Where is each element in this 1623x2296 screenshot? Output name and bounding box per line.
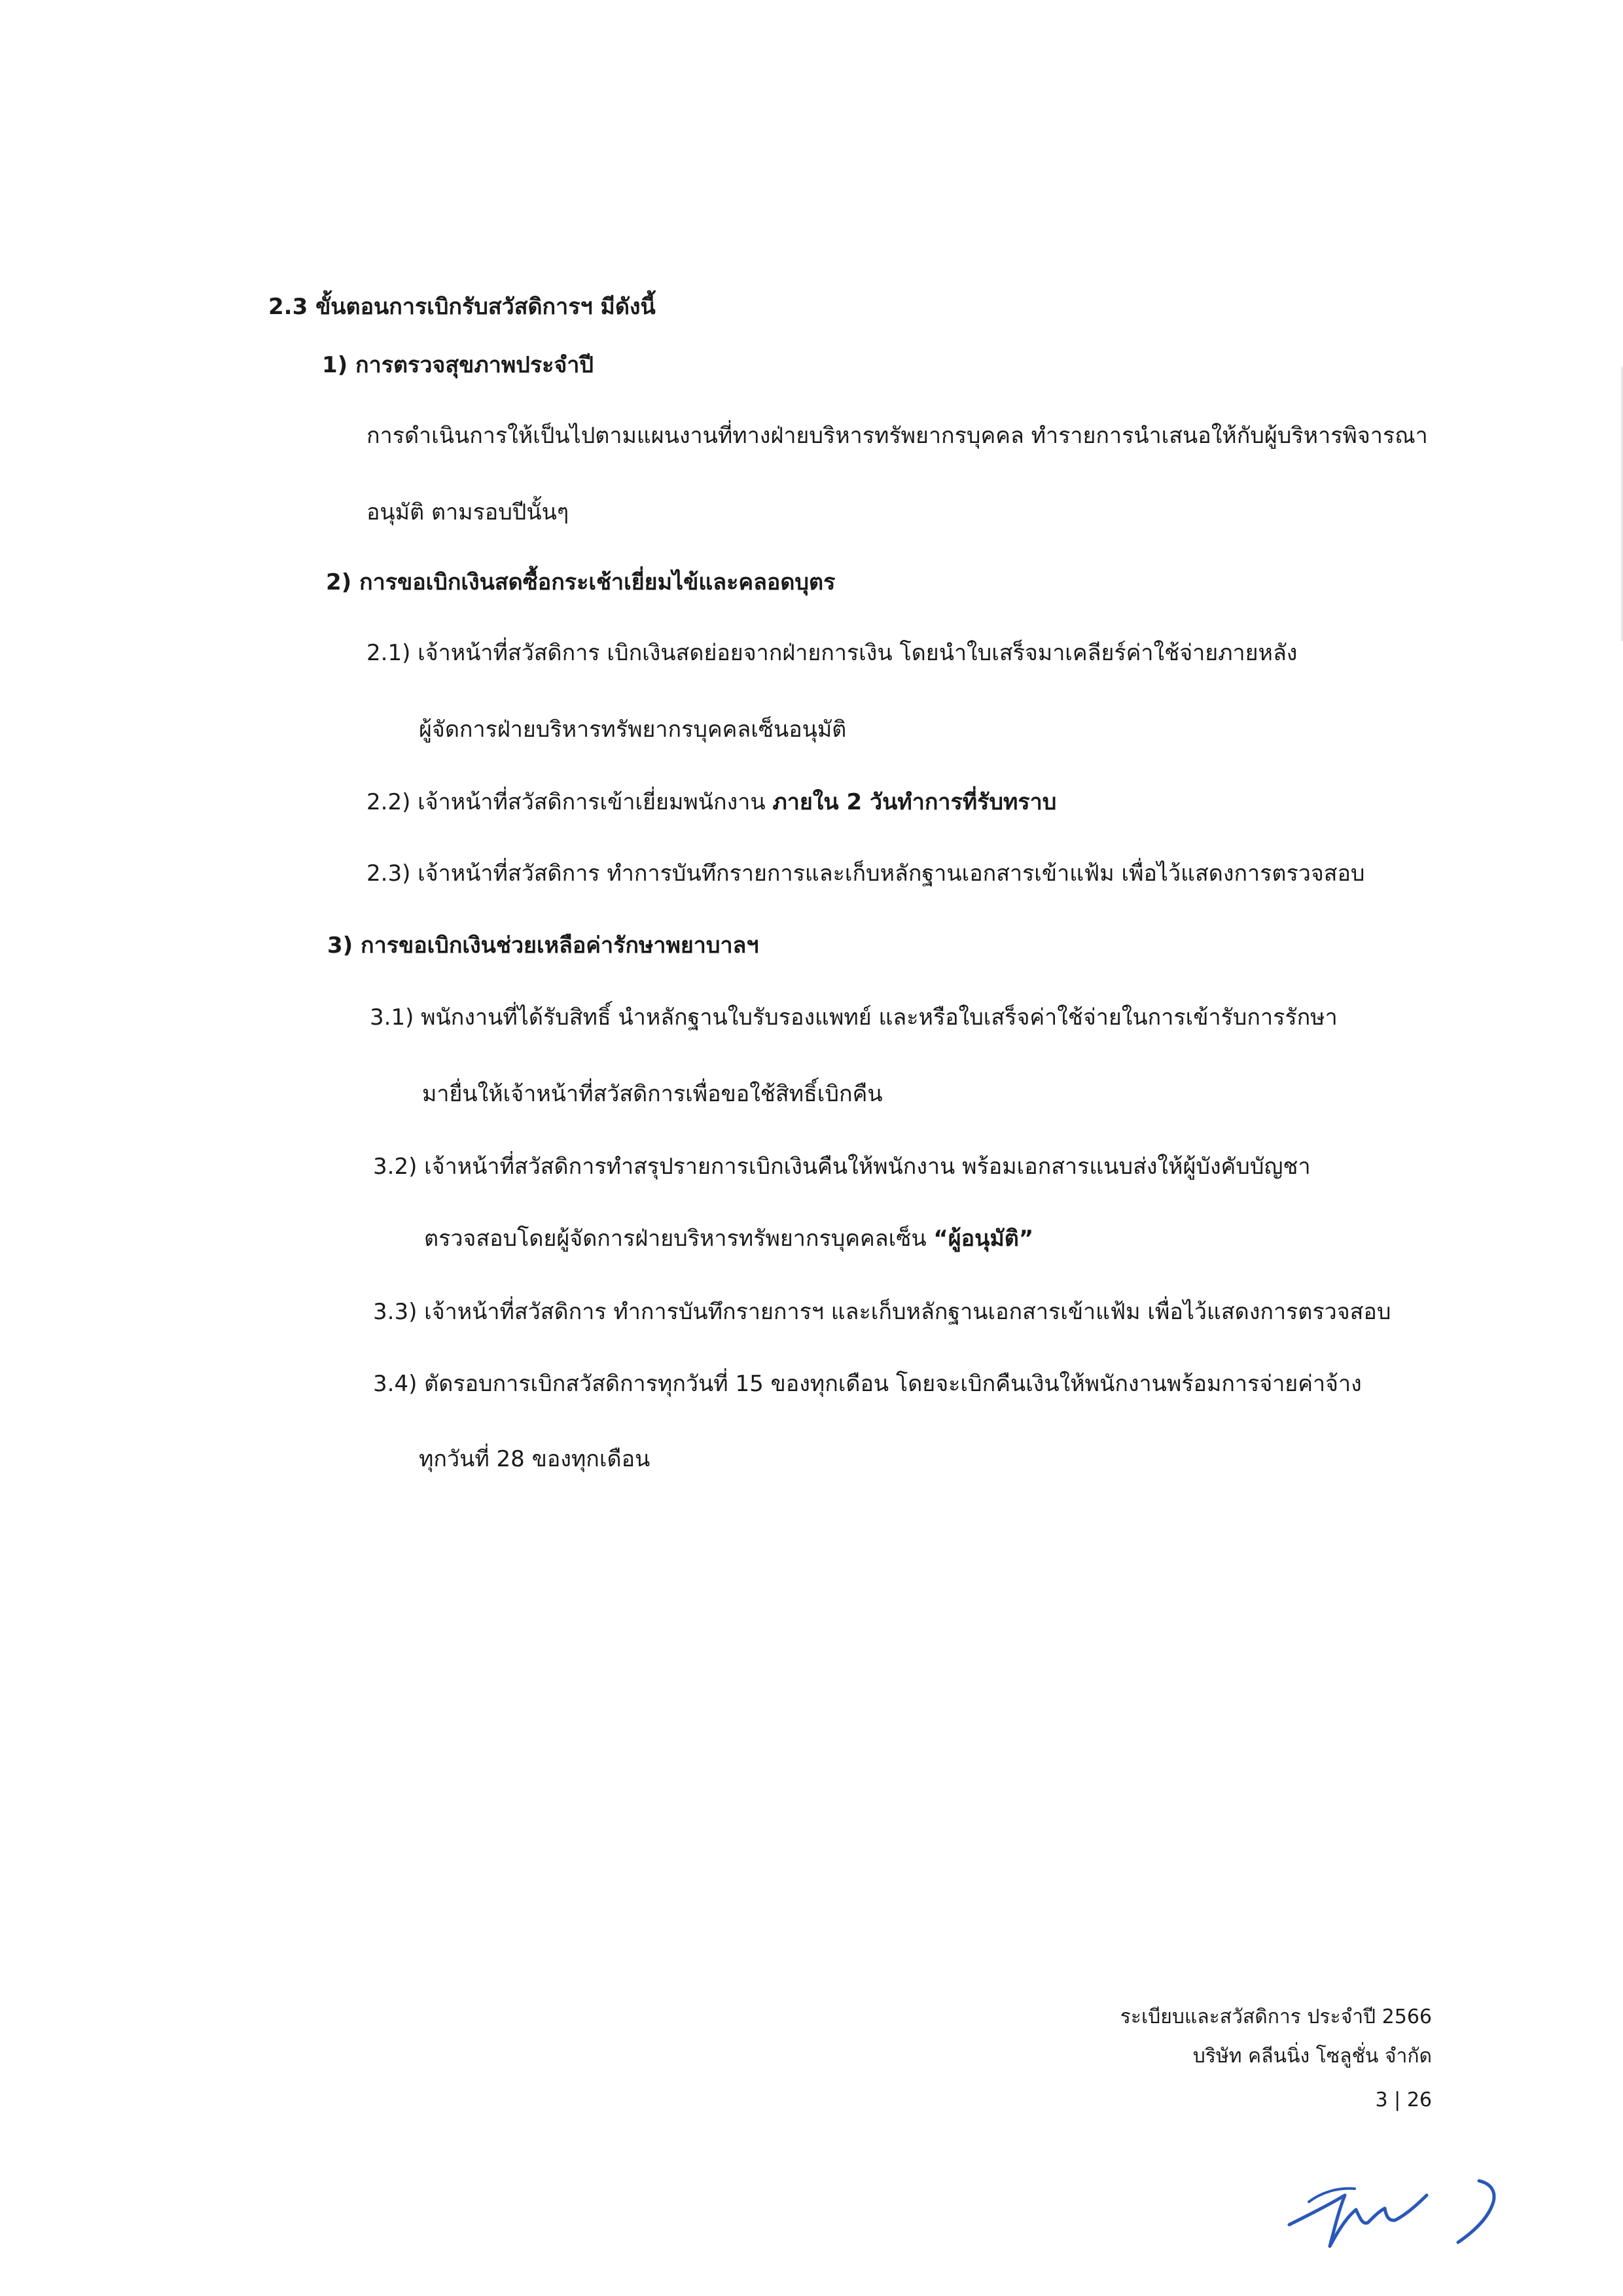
item-3-4-line-2: ทุกวันที่ 28 ของทุกเดือน <box>419 1446 651 1472</box>
item-2-title: 2) การขอเบิกเงินสดซื้อกระเช้าเยี่ยมไข้และคลอดบุตร <box>326 569 836 595</box>
signature-stroke-1 <box>1289 2195 1427 2246</box>
item-3-4-line-1: 3.4) ตัดรอบการเบิกสวัสดิการทุกวันที่ 15 ของทุกเดือน โดยจะเบิกคืนเงินให้พนักงานพร้อมการจ่ายค่าจ้าง <box>373 1371 1362 1397</box>
item-3-2-text: ตรวจสอบโดยผู้จัดการฝ่ายบริหารทรัพยากรบุคคลเซ็น <box>424 1226 934 1252</box>
footer-company: บริษัท คลีนนิ่ง โซลูชั่น จำกัด <box>1192 2045 1432 2068</box>
item-3-2-line-2 <box>424 1226 1033 1252</box>
item-3-1-line-2: มายื่นให้เจ้าหน้าที่สวัสดิการเพื่อขอใช้สิทธิ์เบิกคืน <box>422 1081 883 1107</box>
item-2-2-text: 2.2) เจ้าหน้าที่สวัสดิการเข้าเยี่ยมพนักงาน <box>366 789 773 815</box>
section-heading: 2.3 ขั้นตอนการเบิกรับสวัสดิการฯ มีดังนี้ <box>268 294 656 320</box>
item-3-3-line-1: 3.3) เจ้าหน้าที่สวัสดิการ ทำการบันทึกรายการฯ และเก็บหลักฐานเอกสารเข้าแฟ้ม เพื่อไว้แสดงการตรวจสอบ <box>373 1299 1391 1325</box>
footer-page-number: 3 | 26 <box>1375 2089 1432 2111</box>
item-2-3-line-1: 2.3) เจ้าหน้าที่สวัสดิการ ทำการบันทึกรายการและเก็บหลักฐานเอกสารเข้าแฟ้ม เพื่อไว้แสดงการตรวจสอบ <box>366 860 1365 887</box>
item-3-title: 3) การขอเบิกเงินช่วยเหลือค่ารักษาพยาบาลฯ <box>327 932 759 959</box>
footer-doc-title: ระเบียบและสวัสดิการ ประจำปี 2566 <box>1120 2005 1432 2028</box>
item-2-1-line-1: 2.1) เจ้าหน้าที่สวัสดิการ เบิกเงินสดย่อยจากฝ่ายการเงิน โดยนำใบเสร็จมาเคลียร์ค่าใช้จ่ายภายหลัง <box>366 640 1298 666</box>
signature-stroke-2 <box>1309 2189 1355 2202</box>
item-3-2-line-1: 3.2) เจ้าหน้าที่สวัสดิการทำสรุปรายการเบิกเงินคืนให้พนักงาน พร้อมเอกสารแนบส่งให้ผู้บังคับบัญชา <box>373 1154 1311 1180</box>
item-2-1-line-2: ผู้จัดการฝ่ายบริหารทรัพยากรบุคคลเซ็นอนุมัติ <box>419 716 847 743</box>
item-1-line-1: การดำเนินการให้เป็นไปตามแผนงานที่ทางฝ่ายบริหารทรัพยากรบุคคล ทำรายการนำเสนอให้กับผู้บริหารพิจารณา <box>366 423 1428 449</box>
item-1-title: 1) การตรวจสุขภาพประจำปี <box>322 352 594 378</box>
signature-stroke-3 <box>1458 2181 1494 2242</box>
item-3-2-emphasis: “ผู้อนุมัติ” <box>933 1226 1034 1252</box>
item-2-2-line <box>366 789 1056 816</box>
item-3-1-line-1: 3.1) พนักงานที่ได้รับสิทธิ์ นำหลักฐานใบรับรองแพทย์ และหรือใบเสร็จค่าใช้จ่ายในการเข้ารับการรักษา <box>370 1004 1338 1031</box>
item-2-2-emphasis: ภายใน 2 วันทำการที่รับทราบ <box>772 789 1057 815</box>
item-1-line-2: อนุมัติ ตามรอบปีนั้นๆ <box>366 499 569 525</box>
signature <box>1283 2169 1531 2254</box>
